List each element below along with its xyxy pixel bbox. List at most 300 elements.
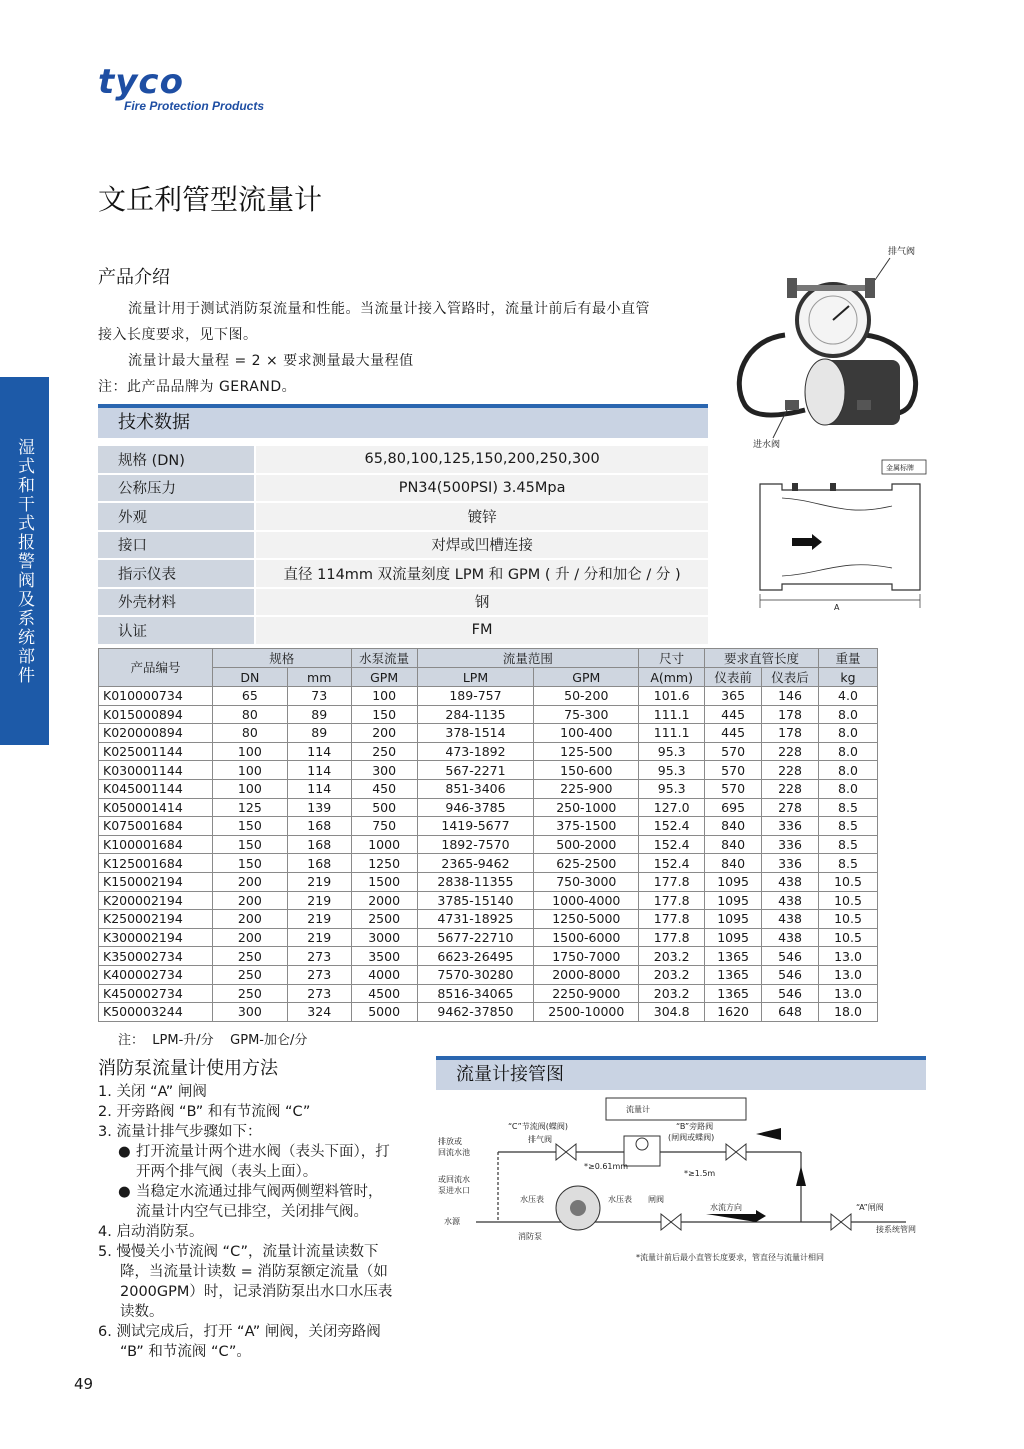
cell-after: 178 <box>762 705 819 724</box>
col-header-gpm: GPM <box>351 668 417 687</box>
spec-row <box>98 474 708 503</box>
cell-before: 840 <box>705 854 762 873</box>
cell-pump-gpm: 300 <box>351 761 417 780</box>
a-valve-icon <box>831 1214 851 1230</box>
cell-gpm: 375-1500 <box>534 817 639 836</box>
cell-before: 695 <box>705 798 762 817</box>
cell-after: 438 <box>762 928 819 947</box>
cell-before: 840 <box>705 817 762 836</box>
flow-direction-label: 水流方向 <box>710 1203 742 1212</box>
source-label: 水源 <box>444 1217 460 1226</box>
c-valve-label: “C”节流阀(蝶阀) <box>508 1122 568 1131</box>
table-row <box>99 742 878 761</box>
cell-gpm: 625-2500 <box>534 854 639 873</box>
cell-before: 1095 <box>705 872 762 891</box>
piping-heading: 流量计接管图 <box>436 1056 926 1090</box>
cell-kg: 10.5 <box>818 910 877 929</box>
page-number: 49 <box>74 1375 94 1393</box>
cell-mm: 139 <box>287 798 351 817</box>
cell-after: 336 <box>762 817 819 836</box>
cell-lpm: 5677-22710 <box>417 928 534 947</box>
cell-mm: 219 <box>287 891 351 910</box>
dim-label-1: *≥0.61mm <box>584 1162 629 1171</box>
cell-gpm: 2500-10000 <box>534 1003 639 1022</box>
cell-pump-gpm: 1500 <box>351 872 417 891</box>
spec-row <box>98 446 708 474</box>
cell-after: 228 <box>762 761 819 780</box>
tap-left <box>792 483 798 491</box>
side-category-tab <box>0 377 49 745</box>
cell-after: 336 <box>762 835 819 854</box>
cell-dn: 150 <box>212 854 287 873</box>
spec-value: 对焊或凹槽连接 <box>255 531 708 560</box>
cell-a: 111.1 <box>639 724 705 743</box>
cell-gpm: 1750-7000 <box>534 947 639 966</box>
gate-label: 闸阀 <box>648 1195 664 1204</box>
inlet-label: 进水阀 <box>753 440 781 450</box>
cell-code: K045001144 <box>99 779 213 798</box>
cell-dn: 150 <box>212 835 287 854</box>
cell-a: 203.2 <box>639 984 705 1003</box>
step-1: 1. 关闭 “A” 闸阀 <box>98 1084 207 1100</box>
vent-valve-left <box>787 278 797 298</box>
cell-kg: 8.0 <box>818 724 877 743</box>
table-row <box>99 705 878 724</box>
intro-heading: 产品介绍 <box>98 267 170 288</box>
cell-after: 546 <box>762 984 819 1003</box>
cell-before: 840 <box>705 835 762 854</box>
table-row <box>99 910 878 929</box>
cell-after: 648 <box>762 1003 819 1022</box>
cell-dn: 100 <box>212 761 287 780</box>
cell-mm: 273 <box>287 965 351 984</box>
page-title: 文丘利管型流量计 <box>98 183 323 216</box>
cell-code: K300002194 <box>99 928 213 947</box>
table-row <box>99 854 878 873</box>
cell-mm: 324 <box>287 1003 351 1022</box>
col-header-before: 仪表前 <box>705 668 762 687</box>
cell-dn: 200 <box>212 910 287 929</box>
cell-lpm: 189-757 <box>417 687 534 706</box>
step-6-cont: “B” 和节流阀 “C”。 <box>120 1344 251 1360</box>
dimension-label: A <box>834 603 840 612</box>
cell-gpm: 1500-6000 <box>534 928 639 947</box>
spec-row <box>98 531 708 560</box>
cell-before: 570 <box>705 742 762 761</box>
cell-pump-gpm: 100 <box>351 687 417 706</box>
step-3: 3. 流量计排气步骤如下： <box>98 1124 262 1140</box>
cell-after: 146 <box>762 687 819 706</box>
cell-a: 304.8 <box>639 1003 705 1022</box>
cell-after: 228 <box>762 742 819 761</box>
cell-kg: 10.5 <box>818 891 877 910</box>
plate-label: 金属标牌 <box>886 464 914 472</box>
cell-dn: 250 <box>212 965 287 984</box>
intro-paragraph-1a: 流量计用于测试消防泵流量和性能。当流量计接入管路时，流量计前后有最小直管 <box>128 301 650 317</box>
cell-pump-gpm: 2500 <box>351 910 417 929</box>
cell-code: K125001684 <box>99 854 213 873</box>
cell-kg: 8.5 <box>818 798 877 817</box>
vent-pipe <box>795 285 865 291</box>
meter-gauge-icon <box>636 1138 648 1150</box>
cell-mm: 114 <box>287 742 351 761</box>
cell-after: 178 <box>762 724 819 743</box>
cell-pump-gpm: 500 <box>351 798 417 817</box>
cell-kg: 10.5 <box>818 928 877 947</box>
col-header-gpm-range: GPM <box>534 668 639 687</box>
cell-mm: 89 <box>287 705 351 724</box>
step-2: 2. 开旁路阀 “B” 和有节流阀 “C” <box>98 1104 311 1120</box>
cell-mm: 273 <box>287 947 351 966</box>
cell-a: 203.2 <box>639 947 705 966</box>
gauge-label-1: 水压表 <box>520 1195 544 1204</box>
usage-steps <box>98 1082 428 1362</box>
cell-a: 152.4 <box>639 854 705 873</box>
b-valve-icon <box>726 1144 746 1160</box>
side-tab-label: 湿式和干式报警阀及系统部件 <box>14 437 34 685</box>
cell-after: 228 <box>762 779 819 798</box>
cell-gpm: 500-2000 <box>534 835 639 854</box>
b-valve-label-1: “B”旁路阀 <box>676 1122 714 1131</box>
step-3a: ● 打开流量计两个进水阀（表头下面），打 <box>118 1144 390 1160</box>
cell-pump-gpm: 3000 <box>351 928 417 947</box>
flow-arrow-up-icon <box>796 1166 806 1186</box>
cell-after: 546 <box>762 965 819 984</box>
cell-pump-gpm: 4500 <box>351 984 417 1003</box>
cell-mm: 219 <box>287 928 351 947</box>
cell-code: K400002734 <box>99 965 213 984</box>
table-row <box>99 928 878 947</box>
cell-before: 445 <box>705 724 762 743</box>
cell-before: 445 <box>705 705 762 724</box>
vent-leader-line <box>875 258 890 280</box>
return-label-2: 泵进水口 <box>438 1186 470 1195</box>
spec-value: 直径 114mm 双流量刻度 LPM 和 GPM ( 升 / 分和加仑 / 分 ) <box>255 559 708 588</box>
drain-label-1: 排放或 <box>438 1137 462 1146</box>
table-row <box>99 761 878 780</box>
cell-before: 365 <box>705 687 762 706</box>
step-3a-cont: 开两个排气阀（表头上面）。 <box>136 1164 318 1180</box>
cell-mm: 273 <box>287 984 351 1003</box>
logo-subtitle: Fire Protection Products <box>124 99 265 113</box>
cell-code: K200002194 <box>99 891 213 910</box>
cell-dn: 300 <box>212 1003 287 1022</box>
cell-pump-gpm: 1000 <box>351 835 417 854</box>
cell-pump-gpm: 250 <box>351 742 417 761</box>
cell-code: K030001144 <box>99 761 213 780</box>
cell-gpm: 125-500 <box>534 742 639 761</box>
cell-lpm: 473-1892 <box>417 742 534 761</box>
pump-label: 消防泵 <box>518 1232 542 1241</box>
cell-a: 203.2 <box>639 965 705 984</box>
step-6: 6. 测试完成后，打开 “A” 闸阀，关闭旁路阀 <box>98 1324 381 1340</box>
cell-after: 438 <box>762 910 819 929</box>
intro-paragraph-2: 流量计最大量程 = 2 × 要求测量最大量程值 <box>128 353 414 369</box>
table-row <box>99 891 878 910</box>
col-header-code: 产品编号 <box>99 649 213 687</box>
cell-mm: 114 <box>287 761 351 780</box>
cell-kg: 18.0 <box>818 1003 877 1022</box>
cell-lpm: 1892-7570 <box>417 835 534 854</box>
cell-kg: 8.0 <box>818 761 877 780</box>
vent-label: 排气阀 <box>888 247 916 257</box>
cell-a: 95.3 <box>639 779 705 798</box>
cell-after: 438 <box>762 872 819 891</box>
cell-mm: 219 <box>287 910 351 929</box>
cell-after: 336 <box>762 854 819 873</box>
cell-a: 101.6 <box>639 687 705 706</box>
spec-key: 外观 <box>98 502 255 531</box>
cell-after: 278 <box>762 798 819 817</box>
cell-a: 177.8 <box>639 928 705 947</box>
spec-key: 认证 <box>98 616 255 645</box>
col-header-after: 仪表后 <box>762 668 819 687</box>
cell-pump-gpm: 3500 <box>351 947 417 966</box>
cell-dn: 80 <box>212 705 287 724</box>
col-header-dn: DN <box>212 668 287 687</box>
table-row <box>99 872 878 891</box>
cell-dn: 80 <box>212 724 287 743</box>
spec-key: 指示仪表 <box>98 559 255 588</box>
cell-after: 546 <box>762 947 819 966</box>
cell-before: 1365 <box>705 947 762 966</box>
table-row <box>99 724 878 743</box>
spec-value: 钢 <box>255 588 708 617</box>
tech-spec-table <box>98 446 708 646</box>
cell-after: 438 <box>762 891 819 910</box>
pipe-outline <box>760 484 920 590</box>
spec-row <box>98 559 708 588</box>
step-3b: ● 当稳定水流通过排气阀两侧塑料管时， <box>118 1184 383 1200</box>
cell-dn: 250 <box>212 947 287 966</box>
cell-code: K020000894 <box>99 724 213 743</box>
cell-gpm: 2000-8000 <box>534 965 639 984</box>
cell-kg: 8.5 <box>818 817 877 836</box>
spec-row <box>98 502 708 531</box>
spec-value: PN34(500PSI) 3.45Mpa <box>255 474 708 503</box>
cell-lpm: 567-2271 <box>417 761 534 780</box>
cell-gpm: 1250-5000 <box>534 910 639 929</box>
a-valve-label: “A”闸阀 <box>856 1203 884 1212</box>
cell-mm: 168 <box>287 817 351 836</box>
vent-label-diagram: 排气阀 <box>528 1135 552 1144</box>
cell-kg: 8.0 <box>818 742 877 761</box>
flowmeter-photo <box>725 240 930 460</box>
cell-pump-gpm: 4000 <box>351 965 417 984</box>
col-header-spec: 规格 <box>212 649 351 668</box>
cell-before: 1365 <box>705 984 762 1003</box>
cell-dn: 125 <box>212 798 287 817</box>
cell-gpm: 150-600 <box>534 761 639 780</box>
cell-before: 570 <box>705 779 762 798</box>
cell-gpm: 2250-9000 <box>534 984 639 1003</box>
cell-lpm: 4731-18925 <box>417 910 534 929</box>
cell-code: K250002194 <box>99 910 213 929</box>
cell-code: K150002194 <box>99 872 213 891</box>
spec-value: 65,80,100,125,150,200,250,300 <box>255 446 708 474</box>
cell-kg: 13.0 <box>818 947 877 966</box>
col-header-weight: 重量 <box>818 649 877 668</box>
cell-lpm: 9462-37850 <box>417 1003 534 1022</box>
intro-paragraph-1b: 接入长度要求，见下图。 <box>98 327 258 343</box>
table-row <box>99 779 878 798</box>
cell-dn: 200 <box>212 872 287 891</box>
cell-kg: 10.5 <box>818 872 877 891</box>
cell-gpm: 100-400 <box>534 724 639 743</box>
inlet-valve-right <box>857 400 871 410</box>
cell-dn: 200 <box>212 891 287 910</box>
cell-pump-gpm: 5000 <box>351 1003 417 1022</box>
cell-code: K450002734 <box>99 984 213 1003</box>
table-row <box>99 817 878 836</box>
spec-key: 规格 (DN) <box>98 446 255 474</box>
spec-key: 外壳材料 <box>98 588 255 617</box>
return-label-1: 或回流水 <box>438 1175 470 1184</box>
col-header-range: 流量范围 <box>417 649 639 668</box>
cell-pump-gpm: 1250 <box>351 854 417 873</box>
cell-mm: 168 <box>287 854 351 873</box>
cell-code: K100001684 <box>99 835 213 854</box>
col-header-straight: 要求直管长度 <box>705 649 819 668</box>
table-row <box>99 798 878 817</box>
cell-before: 570 <box>705 761 762 780</box>
cell-a: 127.0 <box>639 798 705 817</box>
cell-pump-gpm: 200 <box>351 724 417 743</box>
cell-mm: 89 <box>287 724 351 743</box>
c-valve-icon <box>556 1144 576 1160</box>
cell-kg: 8.5 <box>818 835 877 854</box>
step-5-cont-1: 降，当流量计读数 = 消防泵额定流量（如 <box>120 1264 388 1280</box>
cell-lpm: 7570-30280 <box>417 965 534 984</box>
cell-lpm: 2838-11355 <box>417 872 534 891</box>
cell-a: 152.4 <box>639 817 705 836</box>
unit-note: 注： LPM-升/分 GPM-加仑/分 <box>118 1033 308 1048</box>
gate-valve-icon <box>661 1214 681 1230</box>
cell-dn: 100 <box>212 779 287 798</box>
pump-impeller-icon <box>570 1200 586 1216</box>
cell-lpm: 284-1135 <box>417 705 534 724</box>
inlet-valve-left <box>785 400 799 410</box>
spec-value: FM <box>255 616 708 645</box>
cell-dn: 200 <box>212 928 287 947</box>
cell-kg: 4.0 <box>818 687 877 706</box>
spec-row <box>98 616 708 645</box>
col-header-kg: kg <box>818 668 877 687</box>
table-row <box>99 984 878 1003</box>
table-row <box>99 965 878 984</box>
cell-gpm: 250-1000 <box>534 798 639 817</box>
cell-gpm: 750-3000 <box>534 872 639 891</box>
col-header-lpm: LPM <box>417 668 534 687</box>
cell-kg: 13.0 <box>818 984 877 1003</box>
cell-mm: 114 <box>287 779 351 798</box>
spec-row <box>98 588 708 617</box>
cell-a: 95.3 <box>639 761 705 780</box>
cell-a: 111.1 <box>639 705 705 724</box>
cell-pump-gpm: 2000 <box>351 891 417 910</box>
cell-dn: 250 <box>212 984 287 1003</box>
cell-mm: 168 <box>287 835 351 854</box>
cell-gpm: 1000-4000 <box>534 891 639 910</box>
tyco-logo: tyco <box>98 62 184 102</box>
cell-lpm: 2365-9462 <box>417 854 534 873</box>
col-header-mm: mm <box>287 668 351 687</box>
vent-valve-right <box>865 278 875 298</box>
cell-before: 1620 <box>705 1003 762 1022</box>
intro-note: 注：此产品品牌为 GERAND。 <box>98 379 297 395</box>
b-valve-label-2: (闸阀或蝶阀) <box>668 1133 715 1142</box>
table-row <box>99 947 878 966</box>
tap-right <box>830 483 836 491</box>
dim-label-2: *≥1.5m <box>684 1169 716 1178</box>
system-label: 接系统管网 <box>876 1225 916 1234</box>
step-5-cont-2: 2000GPM）时，记录消防泵出水口水压表 <box>120 1284 393 1300</box>
cell-before: 1095 <box>705 891 762 910</box>
cell-gpm: 75-300 <box>534 705 639 724</box>
cell-lpm: 3785-15140 <box>417 891 534 910</box>
table-row <box>99 835 878 854</box>
cell-code: K025001144 <box>99 742 213 761</box>
meter-flange <box>805 359 845 425</box>
cell-before: 1095 <box>705 928 762 947</box>
cell-lpm: 1419-5677 <box>417 817 534 836</box>
cell-a: 177.8 <box>639 910 705 929</box>
cell-mm: 219 <box>287 872 351 891</box>
cell-pump-gpm: 450 <box>351 779 417 798</box>
cell-kg: 8.0 <box>818 705 877 724</box>
drain-label-2: 回流水池 <box>438 1148 470 1157</box>
cell-dn: 65 <box>212 687 287 706</box>
intro-text <box>98 296 710 400</box>
cell-kg: 8.0 <box>818 779 877 798</box>
table-row <box>99 687 878 706</box>
tech-heading: 技术数据 <box>98 404 708 438</box>
cell-lpm: 8516-34065 <box>417 984 534 1003</box>
cell-dn: 150 <box>212 817 287 836</box>
cell-lpm: 851-3406 <box>417 779 534 798</box>
cell-gpm: 225-900 <box>534 779 639 798</box>
col-header-pump: 水泵流量 <box>351 649 417 668</box>
cell-a: 95.3 <box>639 742 705 761</box>
cell-gpm: 50-200 <box>534 687 639 706</box>
cell-code: K010000734 <box>99 687 213 706</box>
cell-code: K350002734 <box>99 947 213 966</box>
step-5: 5. 慢慢关小节流阀 “C”，流量计流量读数下 <box>98 1244 379 1260</box>
piping-diagram <box>436 1096 926 1266</box>
flow-arrow-upper-icon <box>756 1128 781 1140</box>
spec-key: 接口 <box>98 531 255 560</box>
cell-dn: 100 <box>212 742 287 761</box>
gauge-label-2: 水压表 <box>608 1195 632 1204</box>
cell-code: K075001684 <box>99 817 213 836</box>
step-5-cont-3: 读数。 <box>120 1304 164 1320</box>
bullet-icon: ● <box>118 1144 131 1160</box>
meter-label: 流量计 <box>626 1105 650 1114</box>
cell-a: 177.8 <box>639 872 705 891</box>
cell-pump-gpm: 750 <box>351 817 417 836</box>
spec-key: 公称压力 <box>98 474 255 503</box>
table-row <box>99 1003 878 1022</box>
step-4: 4. 启动消防泵。 <box>98 1224 204 1240</box>
step-3b-cont: 流量计内空气已排空，关闭排气阀。 <box>136 1204 368 1220</box>
cell-mm: 73 <box>287 687 351 706</box>
bullet-icon: ● <box>118 1184 131 1200</box>
col-header-size: 尺寸 <box>639 649 705 668</box>
cell-kg: 8.5 <box>818 854 877 873</box>
cell-lpm: 946-3785 <box>417 798 534 817</box>
product-table <box>98 648 878 1022</box>
usage-heading: 消防泵流量计使用方法 <box>98 1058 278 1079</box>
